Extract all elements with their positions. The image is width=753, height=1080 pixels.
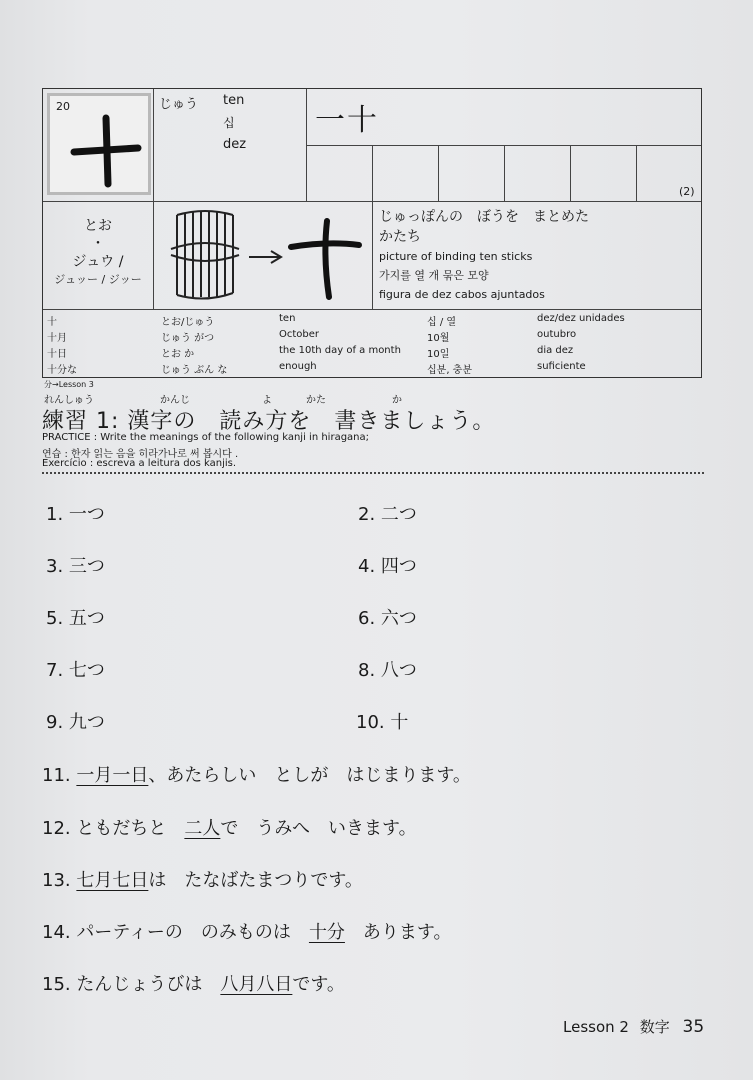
reading-kun-top: じゅう bbox=[159, 97, 199, 112]
reading-on-variants: ジュッー / ジッー bbox=[54, 273, 142, 286]
practice-title: 練習 1: 漢字の 読み方を 書きましょう。 bbox=[42, 409, 496, 434]
question-text: 三つ bbox=[68, 556, 105, 577]
meaning-pt: dez bbox=[223, 137, 247, 152]
target-kanji: 十分 bbox=[308, 922, 345, 943]
vocab-pt: dia dez bbox=[537, 345, 574, 356]
sentence-rest: は たなばたまつりです。 bbox=[148, 870, 363, 891]
question-13 bbox=[42, 866, 363, 892]
lesson-topic: 数字 bbox=[639, 1018, 670, 1036]
question-1 bbox=[46, 500, 105, 526]
vocab-en: ten bbox=[279, 313, 296, 324]
question-2 bbox=[358, 500, 417, 526]
sentence-pre: たんじょうびは bbox=[76, 974, 221, 995]
ruby-kata: かた bbox=[306, 395, 326, 406]
vocab-ko: 십분, 충분 bbox=[427, 365, 472, 376]
origin-ja-line1: じゅっぽんの ぼうを まとめた bbox=[379, 209, 589, 225]
lesson-label: Lesson 2 bbox=[563, 1018, 629, 1036]
question-number: 12. bbox=[42, 818, 71, 839]
question-9 bbox=[46, 708, 105, 734]
question-6 bbox=[358, 604, 417, 630]
ruby-ka: か bbox=[392, 395, 402, 406]
vocab-row bbox=[43, 311, 701, 327]
question-number: 8. bbox=[358, 660, 376, 681]
sentence-rest: あります。 bbox=[344, 922, 452, 943]
question-text: 五つ bbox=[68, 608, 105, 629]
ruby-kanji: かんじ bbox=[160, 395, 190, 406]
sticks-origin-illustration bbox=[163, 207, 368, 303]
target-kanji: 八月八日 bbox=[220, 974, 293, 995]
stroke-order: 一十 bbox=[315, 103, 379, 138]
divider bbox=[504, 145, 505, 201]
vocab-pt: suficiente bbox=[537, 361, 586, 372]
vocab-reading: とお/じゅう bbox=[161, 317, 215, 328]
question-text: 七つ bbox=[68, 660, 105, 681]
question-number: 4. bbox=[358, 556, 376, 577]
vocab-ko: 10월 bbox=[427, 333, 450, 344]
question-text: 八つ bbox=[380, 660, 417, 681]
vocab-pt: dez/dez unidades bbox=[537, 313, 625, 324]
question-5 bbox=[46, 604, 105, 630]
question-12 bbox=[42, 814, 417, 840]
question-3 bbox=[46, 552, 105, 578]
vocab-ko: 십 / 열 bbox=[427, 317, 457, 328]
vocab-en: enough bbox=[279, 361, 317, 372]
origin-pt: figura de dez cabos ajuntados bbox=[379, 288, 545, 301]
question-14 bbox=[42, 918, 452, 944]
ruby-yo: よ bbox=[262, 395, 272, 406]
vocab-row bbox=[43, 327, 701, 343]
question-number: 3. bbox=[46, 556, 64, 577]
instruction-en: PRACTICE : Write the meanings of the following kanji in hiragana; bbox=[42, 432, 370, 443]
vocab-reading: じゅう ぶん な bbox=[161, 365, 228, 376]
meaning-ko: 십 bbox=[223, 116, 235, 130]
question-number: 13. bbox=[42, 870, 71, 891]
origin-ko: 가지를 열 개 묶은 모양 bbox=[379, 269, 489, 282]
divider bbox=[372, 145, 373, 201]
question-text: 六つ bbox=[380, 608, 417, 629]
origin-description bbox=[379, 207, 589, 304]
question-number: 5. bbox=[46, 608, 64, 629]
question-number: 15. bbox=[42, 974, 71, 995]
vocab-kanji: 十月 bbox=[47, 333, 67, 344]
divider bbox=[372, 201, 373, 309]
question-number: 11. bbox=[42, 765, 71, 786]
divider bbox=[636, 145, 637, 201]
vocab-row bbox=[43, 359, 701, 375]
sentence-rest: 、あたらしい としが はじまります。 bbox=[148, 765, 471, 786]
vocab-kanji: 十日 bbox=[47, 349, 67, 360]
ruby-renshuu: れんしゅう bbox=[44, 395, 94, 406]
kanji-card bbox=[42, 88, 702, 378]
question-text: 十 bbox=[390, 712, 409, 733]
page-number: 35 bbox=[682, 1017, 705, 1037]
vocab-kanji: 十 bbox=[47, 317, 57, 328]
readings-left bbox=[43, 217, 153, 289]
vocab-row bbox=[43, 343, 701, 359]
sentence-pre: パーティーの のみものは bbox=[76, 922, 309, 943]
origin-ja-line2: かたち bbox=[379, 229, 421, 245]
question-7 bbox=[46, 656, 105, 682]
divider bbox=[153, 89, 154, 201]
kanji-ten-glyph bbox=[66, 110, 146, 190]
target-kanji: 一月一日 bbox=[76, 765, 149, 786]
divider bbox=[43, 309, 701, 310]
question-number: 1. bbox=[46, 504, 64, 525]
vocab-kanji: 十分な bbox=[47, 365, 77, 376]
question-text: 九つ bbox=[68, 712, 105, 733]
question-number: 7. bbox=[46, 660, 64, 681]
stroke-count: (2) bbox=[679, 185, 695, 198]
reading-kun: とお bbox=[84, 218, 112, 234]
question-8 bbox=[358, 656, 417, 682]
instruction-ko: 연습 : 한자 읽는 음을 히라가나로 써 봅시다 . bbox=[42, 449, 239, 460]
question-4 bbox=[358, 552, 417, 578]
page-footer bbox=[563, 1016, 704, 1037]
vocab-en: the 10th day of a month bbox=[279, 345, 401, 356]
vocab-pt: outubro bbox=[537, 329, 577, 340]
sentence-rest: です。 bbox=[292, 974, 345, 995]
question-text: 四つ bbox=[380, 556, 417, 577]
target-kanji: 七月七日 bbox=[76, 870, 149, 891]
question-10 bbox=[356, 708, 408, 734]
question-15 bbox=[42, 970, 345, 996]
question-number: 6. bbox=[358, 608, 376, 629]
divider bbox=[438, 145, 439, 201]
question-11 bbox=[42, 761, 471, 787]
dotted-divider bbox=[42, 472, 704, 474]
cross-reference: 分→Lesson 3 bbox=[44, 380, 94, 389]
reading-dot: ・ bbox=[91, 236, 105, 252]
question-number: 14. bbox=[42, 922, 71, 943]
reading-on: ジュウ / bbox=[72, 254, 124, 270]
sentence-rest: で うみへ いきます。 bbox=[220, 818, 417, 839]
kanji-display-box bbox=[47, 93, 151, 195]
divider bbox=[570, 145, 571, 201]
question-number: 10. bbox=[356, 712, 385, 733]
origin-en: picture of binding ten sticks bbox=[379, 250, 533, 263]
kanji-number: 20 bbox=[56, 100, 70, 113]
question-number: 2. bbox=[358, 504, 376, 525]
question-text: 一つ bbox=[68, 504, 105, 525]
question-text: 二つ bbox=[380, 504, 417, 525]
sentence-pre: ともだちと bbox=[76, 818, 185, 839]
vocab-ko: 10일 bbox=[427, 349, 450, 360]
meaning-en: ten bbox=[223, 93, 245, 108]
vocab-reading: とお か bbox=[161, 349, 195, 360]
question-number: 9. bbox=[46, 712, 64, 733]
target-kanji: 二人 bbox=[184, 818, 221, 839]
vocab-reading: じゅう がつ bbox=[161, 333, 215, 344]
divider bbox=[153, 201, 154, 309]
instruction-pt: Exercício : escreva a leitura dos kanjis. bbox=[42, 458, 237, 469]
vocab-en: October bbox=[279, 329, 320, 340]
